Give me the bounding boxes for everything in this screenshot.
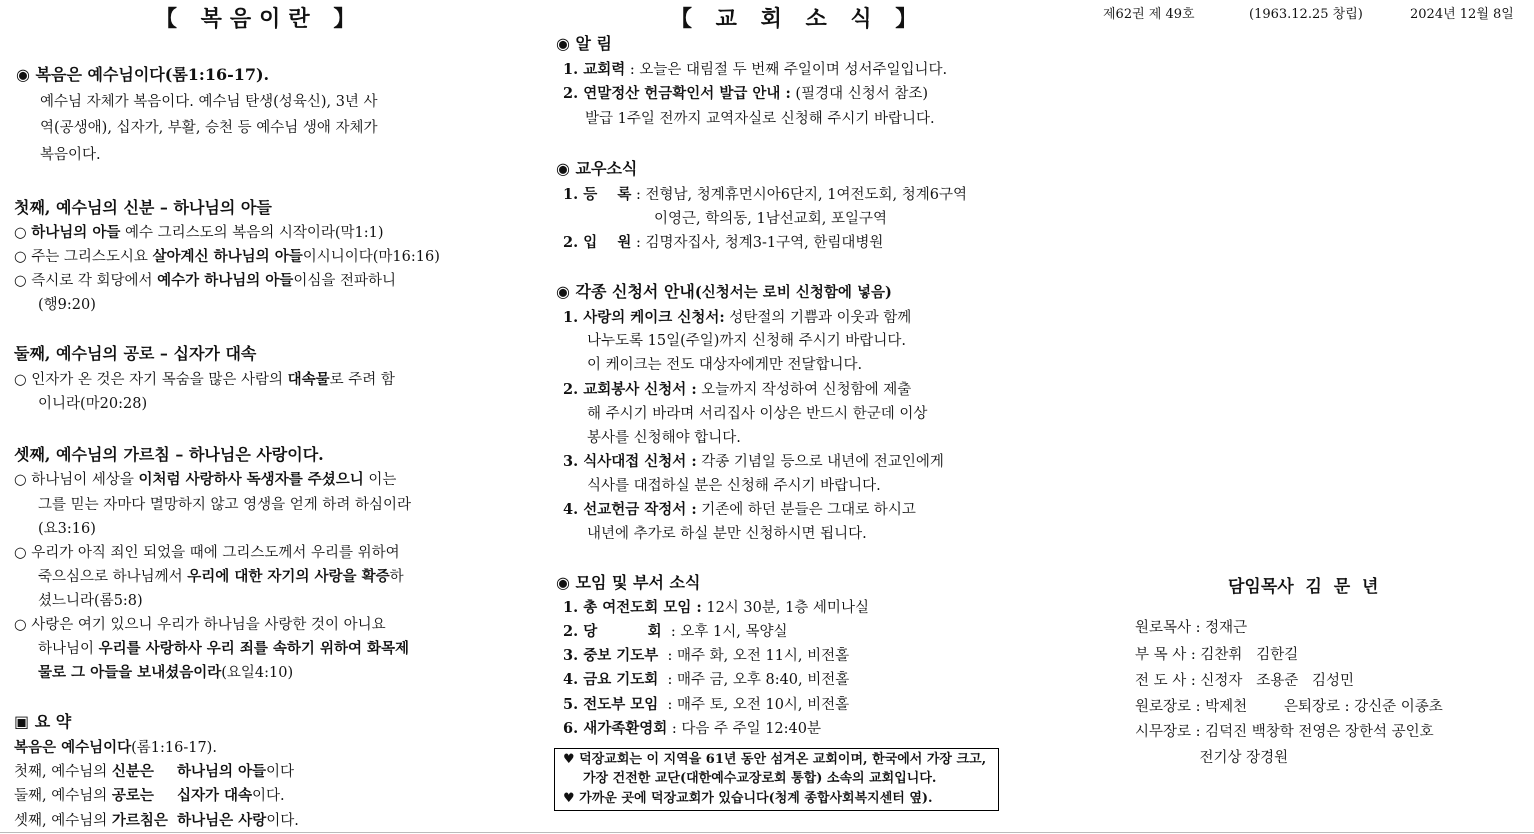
form-item: 2. 교회봉사 신청서 : 오늘까지 작성하여 신청함에 제출 xyxy=(563,381,912,398)
meeting-item: 4. 금요 기도회 : 매주 금, 오후 8:40, 비전홀 xyxy=(563,671,850,688)
member-news-cont: 이영근, 학의동, 1남선교회, 포일구역 xyxy=(654,211,887,227)
notice-line: ♥ 가까운 곳에 덕장교회가 있습니다(청계 종합사회복지센터 옆). xyxy=(563,791,933,806)
summary-line: 첫째, 예수님의 신분은 하나님의 아들이다 xyxy=(14,763,295,780)
form-item-cont: 내년에 추가로 하실 분만 신청하시면 됩니다. xyxy=(587,526,867,542)
verse-line: ○ 사랑은 여기 있으니 우리가 하나님을 사랑한 것이 아니요 xyxy=(14,617,386,633)
staff-line: 전 도 사 : 신정자 조용준 김성민 xyxy=(1135,673,1355,689)
form-item-cont: 해 주시기 바라며 서리집사 이상은 반드시 한군데 이상 xyxy=(587,406,928,422)
bottom-divider xyxy=(0,832,1534,833)
section-1-title: 첫째, 예수님의 신분 – 하나님의 아들 xyxy=(14,198,272,217)
volume-number: 제62권 제 49호 xyxy=(1103,7,1195,22)
verse-line: 하나님이 우리를 사랑하사 우리 죄를 속하기 위하여 화목제 xyxy=(38,640,410,657)
member-news-title: ◉ 교우소식 xyxy=(556,159,638,178)
form-item-cont: 나누도록 15일(주일)까지 신청해 주시기 바랍니다. xyxy=(587,333,906,349)
notice-line: 가장 건전한 교단(대한예수교장로회 통합) 소속의 교회입니다. xyxy=(583,771,937,786)
meeting-item: 1. 총 여전도회 모임 : 12시 30분, 1층 세미나실 xyxy=(563,599,869,616)
summary-line: 둘째, 예수님의 공로는 십자가 대속이다. xyxy=(14,787,285,804)
verse-line: ○ 즉시로 각 회당에서 예수가 하나님의 아들이심을 전파하니 xyxy=(14,272,396,289)
church-notice-box xyxy=(554,748,999,811)
verse-line: ○ 인자가 온 것은 자기 목숨을 많은 사람의 대속물로 주려 함 xyxy=(14,371,395,388)
issue-date: 2024년 12월 8일 xyxy=(1410,7,1514,22)
verse-ref: 이니라(마20:28) xyxy=(38,396,148,412)
verse-ref: (요3:16) xyxy=(38,521,96,537)
verse-line: ○ 하나님이 세상을 이처럼 사랑하사 독생자를 주셨으니 이는 xyxy=(14,471,397,488)
section-2-title: 둘째, 예수님의 공로 – 십자가 대속 xyxy=(14,344,257,363)
notice-item-cont: 발급 1주일 전까지 교역자실로 신청해 주시기 바랍니다. xyxy=(585,111,935,127)
summary-line: 복음은 예수님이다(롬1:16-17). xyxy=(14,739,217,756)
member-news-item: 1. 등 록 : 전형남, 청계휴먼시아6단지, 1여전도회, 청계6구역 xyxy=(563,186,967,203)
verse-line: 그를 믿는 자마다 멸망하지 않고 영생을 얻게 하려 하심이라 xyxy=(38,497,412,513)
verse-line: ○ 우리가 아직 죄인 되었을 때에 그리스도께서 우리를 위하여 xyxy=(14,545,400,561)
summary-line: 셋째, 예수님의 가르침은 하나님은 사랑이다. xyxy=(14,812,299,829)
form-item: 4. 선교헌금 작정서 : 기존에 하던 분들은 그대로 하시고 xyxy=(563,501,916,518)
staff-line: 원로장로 : 박제천 은퇴장로 : 강신준 이종초 xyxy=(1135,699,1443,715)
staff-line: 원로목사 : 정재근 xyxy=(1135,620,1248,636)
senior-pastor: 담임목사 김 문 년 xyxy=(1228,577,1379,597)
left-header: 【 복음이란 】 xyxy=(155,6,364,32)
notice-line: ♥ 덕장교회는 이 지역을 61년 동안 섬겨온 교회이며, 한국에서 가장 크고, xyxy=(563,752,987,767)
meeting-item: 3. 중보 기도부 : 매주 화, 오전 11시, 비전홀 xyxy=(563,647,850,664)
notice-item: 1. 교회력 : 오늘은 대림절 두 번째 주일이며 성서주일입니다. xyxy=(563,61,948,78)
summary-title: ▣ 요 약 xyxy=(14,712,72,731)
form-item-cont: 이 케이크는 전도 대상자에게만 전달합니다. xyxy=(587,357,863,373)
form-item: 1. 사랑의 케이크 신청서: 성탄절의 기쁨과 이웃과 함께 xyxy=(563,309,912,326)
meetings-title: ◉ 모임 및 부서 소식 xyxy=(556,573,701,592)
intro-body-line: 복음이다. xyxy=(40,147,101,163)
verse-ref: (행9:20) xyxy=(38,297,96,313)
forms-title: ◉ 각종 신청서 안내(신청서는 로비 신청함에 넣음) xyxy=(556,282,892,301)
form-item: 3. 식사대접 신청서 : 각종 기념일 등으로 내년에 전교인에게 xyxy=(563,453,944,470)
verse-line: ○ 하나님의 아들 예수 그리스도의 복음의 시작이라(막1:1) xyxy=(14,224,384,241)
staff-line: 부 목 사 : 김찬휘 김한길 xyxy=(1135,647,1299,663)
intro-body-line: 역(공생애), 십자가, 부활, 승천 등 예수님 생애 자체가 xyxy=(40,120,378,136)
form-item-cont: 봉사를 신청해야 합니다. xyxy=(587,430,741,446)
news-header: 【 교 회 소 식 】 xyxy=(670,6,926,32)
intro-title: ◉ 복음은 예수님이다(롬1:16-17). xyxy=(16,65,270,84)
verse-ref: 셨느니라(롬5:8) xyxy=(38,593,143,609)
intro-body-line: 예수님 자체가 복음이다. 예수님 탄생(성육신), 3년 사 xyxy=(40,94,378,110)
meeting-item: 5. 전도부 모임 : 매주 토, 오전 10시, 비전홀 xyxy=(563,696,850,713)
form-item-cont: 식사를 대접하실 분은 신청해 주시기 바랍니다. xyxy=(587,478,881,494)
section-3-title: 셋째, 예수님의 가르침 – 하나님은 사랑이다. xyxy=(14,445,324,464)
meeting-item: 6. 새가족환영회 : 다음 주 주일 12:40분 xyxy=(563,720,821,737)
member-news-item: 2. 입 원 : 김명자집사, 청계3-1구역, 한림대병원 xyxy=(563,234,884,251)
staff-line: 전기상 장경원 xyxy=(1135,750,1289,766)
meeting-item: 2. 당 회 : 오후 1시, 목양실 xyxy=(563,623,788,640)
verse-line: 물로 그 아들을 보내셨음이라(요일4:10) xyxy=(38,664,294,681)
verse-line: ○ 주는 그리스도시요 살아계신 하나님의 아들이시니이다(마16:16) xyxy=(14,248,440,265)
founded-date: (1963.12.25 창립) xyxy=(1249,7,1363,22)
verse-line: 죽으심으로 하나님께서 우리에 대한 자기의 사랑을 확증하 xyxy=(38,568,404,585)
staff-line: 시무장로 : 김덕진 백창학 전영은 장한석 공인호 xyxy=(1135,724,1434,740)
notice-item: 2. 연말정산 헌금확인서 발급 안내 : (필경대 신청서 참조) xyxy=(563,85,929,102)
notice-title: ◉ 알 림 xyxy=(556,34,613,53)
